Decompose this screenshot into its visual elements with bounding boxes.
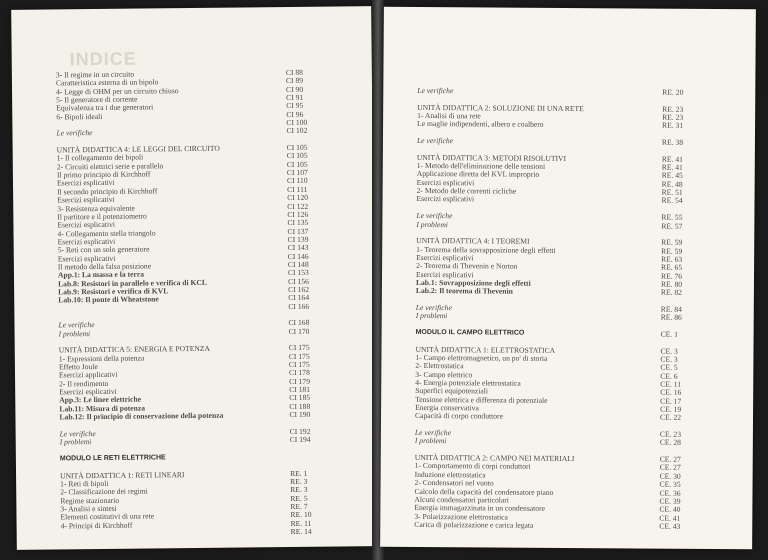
toc-entry-title: Le verifiche (56, 128, 93, 138)
toc-entry-page: CI 135 (287, 217, 309, 228)
toc-entry-title: Esercizi esplicativi (57, 236, 116, 247)
toc-entry-page: CE. 6 (660, 371, 678, 381)
toc-entry-page: CI 105 (286, 159, 308, 169)
toc-entry-title: UNITÀ DIDATTICA 1: ELETTROSTATICA (415, 344, 556, 355)
toc-entry-title: Le verifiche (417, 85, 454, 96)
toc-entry-page: CI 175 (288, 351, 310, 361)
toc-entry-page: CI 105 (286, 151, 308, 161)
toc-entry-page: RE. 31 (662, 121, 684, 131)
toc-left (56, 68, 367, 538)
toc-entry-page: CI 153 (287, 268, 309, 278)
toc-entry-title: 5- Il generatore di corrente (56, 94, 138, 105)
toc-entry-page: CE. 30 (659, 471, 681, 481)
toc-entry-page: CI 175 (288, 343, 310, 353)
toc-entry-title: I problemi (59, 437, 92, 447)
toc-entry-page: RE. 3 (290, 485, 308, 495)
toc-entry-page: RE. 48 (661, 179, 683, 189)
toc-entry-title: Esercizi esplicativi (416, 194, 475, 204)
toc-entry-title: Elementi costitutivi di una rete (60, 511, 155, 522)
toc-entry-title: Regime stazionario (60, 495, 120, 505)
toc-entry-title: 6- Bipoli ideali (56, 111, 103, 122)
toc-entry-page: CI 178 (288, 368, 310, 378)
toc-entry-title: Esercizi esplicativi (57, 253, 116, 263)
toc-entry-page: CI 102 (286, 126, 308, 136)
toc-entry-page: CI 194 (289, 434, 311, 445)
toc-line (61, 527, 367, 539)
toc-entry-page: CI 110 (286, 176, 308, 186)
toc-entry-title: Lab.9: Resistori e verifica di KVL (58, 286, 169, 297)
toc-entry-page: CI 137 (287, 226, 309, 236)
toc-entry-title: Le verifiche (415, 302, 452, 313)
toc-entry-page: RE. 1 (290, 468, 308, 478)
toc-entry-page: RE. 23 (662, 104, 684, 114)
toc-entry-title: Le verifiche (416, 136, 454, 146)
toc-entry-title: Lab.10: Il ponte di Wheatstone (58, 294, 159, 305)
toc-entry-page: RE. 45 (661, 171, 683, 181)
toc-entry-page: RE. 51 (661, 187, 683, 197)
toc-entry-page: RE. 11 (290, 518, 312, 528)
toc-entry-page: RE. 54 (661, 196, 683, 206)
toc-entry-title: Il metodo della falsa posizione (57, 261, 152, 272)
toc-entry-page: RE. 10 (290, 510, 312, 520)
toc-entry-title: Esercizi esplicativi (415, 269, 474, 279)
toc-entry-title: 3- Campo elettrico (415, 369, 473, 380)
toc-entry-page: RE. 55 (661, 212, 683, 222)
left-page (11, 6, 377, 550)
toc-entry-title: 2- Il rendimento (59, 378, 109, 389)
toc-entry-title: UNITÀ DIDATTICA 2: SOLUZIONE DI UNA RETE (417, 102, 584, 113)
toc-entry-title: 2- Elettrostatica (415, 361, 464, 371)
toc-entry-page: CE. 22 (659, 413, 682, 423)
toc-entry-title: Induzione elettrostatica (414, 469, 486, 480)
toc-entry-title: Le verifiche (414, 428, 452, 438)
ghost-heading: INDICE (69, 48, 137, 70)
toc-entry-title: MODULO IL CAMPO ELETTRICO (415, 328, 525, 337)
toc-entry-page: CI 162 (288, 284, 310, 294)
toc-entry-page: CE. 11 (660, 379, 682, 389)
toc-entry-page: CI 166 (288, 301, 310, 311)
right-page (380, 7, 756, 550)
toc-entry-title: UNITÀ DIDATTICA 4: LE LEGGI DEL CIRCUITO (56, 143, 220, 155)
toc-entry-title: 4- Energia potenziale elettrostatica (415, 377, 521, 388)
toc-entry-page: CE. 3 (660, 346, 678, 356)
toc-entry-title: UNITÀ DIDATTICA 1: RETI LINEARI (60, 469, 185, 480)
toc-entry-page: CE. 19 (660, 404, 682, 414)
toc-entry-title: 2- Metodo delle correnti cicliche (416, 186, 517, 196)
toc-entry-page: CE. 40 (659, 504, 681, 514)
toc-entry-title: Lab.8: Resistori in parallelo e verifica di KCL (58, 277, 208, 289)
toc-entry-page: CI 88 (285, 67, 303, 78)
toc-entry-page: CE. 16 (660, 388, 682, 398)
toc-entry-title: I problemi (414, 436, 447, 446)
toc-entry-title: Esercizi esplicativi (57, 220, 116, 230)
toc-entry-page: RE. 63 (661, 254, 683, 264)
toc-entry-title: 1- Espressioni della potenza (58, 353, 145, 364)
toc-entry-title: 2- Circuiti elettrici serie e parallelo (56, 161, 164, 172)
toc-entry-title: Il primo principio di Kirchhoff (56, 169, 151, 180)
toc-entry-page: CI 122 (287, 201, 309, 211)
toc-entry-title: 1- Reti di bipoli (60, 478, 109, 489)
toc-entry-title: 1- Analisi di una rete (417, 110, 481, 121)
toc-entry-page: CE. 28 (659, 438, 681, 448)
toc-entry-page: CI 190 (289, 409, 311, 420)
toc-entry-title: Caratteristica esterna di un bipolo (55, 77, 159, 88)
toc-entry-title: Superfici equipotenziali (415, 386, 488, 396)
toc-entry-page: CI 90 (285, 84, 304, 94)
toc-entry-page: RE. 59 (661, 246, 683, 256)
toc-entry-page: RE. 20 (662, 87, 684, 97)
toc-entry-title: Tensione elettrica e differenza di potenziale (415, 394, 548, 405)
toc-entry-title: Le verifiche (416, 211, 453, 221)
toc-entry-title: Capacità di corpo conduttore (415, 411, 504, 421)
toc-entry-page: CE. 17 (660, 396, 682, 406)
toc-entry-page: CI 111 (287, 184, 308, 194)
toc-entry-title: Effetto Joule (58, 362, 98, 372)
toc-entry-title: Energia conservativa (415, 402, 479, 413)
toc-entry-page: CI 91 (286, 92, 304, 103)
toc-entry-title: 4- Collegamento stella triangolo (57, 227, 156, 238)
toc-entry-page: CE. 39 (659, 496, 681, 506)
toc-entry-page: CI 188 (289, 401, 311, 411)
toc-entry-page: CI 105 (286, 142, 308, 153)
toc-entry-page: CE. 1 (660, 329, 678, 339)
toc-entry-page: CI 164 (288, 293, 310, 303)
toc-entry-page: CI 179 (289, 376, 311, 386)
toc-entry-page: CI 156 (287, 276, 309, 286)
toc-entry-title: 4- Principi di Kirchhoff (60, 520, 133, 530)
toc-entry-page: CE. 27 (659, 454, 681, 464)
toc-entry-page: CI 89 (285, 76, 304, 86)
toc-entry-page: CI 185 (289, 393, 311, 403)
toc-entry-title: 2- Condensatori nel vuoto (414, 478, 494, 488)
toc-entry-page: CE. 41 (659, 513, 681, 523)
toc-line (414, 521, 734, 532)
toc-entry-title: 5- Reti con un solo generatore (57, 244, 150, 255)
toc-entry-page: RE. 84 (660, 304, 682, 314)
toc-entry-title: Le verifiche (58, 320, 95, 330)
toc-entry-page: CI 95 (286, 101, 304, 111)
toc-entry-page: RE. 65 (661, 262, 683, 273)
toc-entry-title: Il partitore e il potenziometro (57, 211, 147, 222)
toc-entry-page: CI 139 (287, 234, 309, 244)
toc-entry-page: RE. 23 (662, 112, 684, 122)
toc-entry-page: CI 192 (289, 426, 311, 436)
toc-entry-title: 1- Teorema della sovrapposizione degli effetti (416, 244, 556, 255)
toc-entry-page: RE. 7 (290, 501, 308, 511)
toc-entry-title: Le maglie indipendenti, albero e coalbero (417, 119, 544, 130)
toc-entry-page: CI 100 (286, 117, 308, 128)
toc-entry-page: CI 168 (288, 318, 310, 328)
toc-entry-page: CI 126 (287, 209, 309, 219)
toc-entry-title: 2- Teorema di Thevenin e Norton (416, 261, 518, 271)
toc-entry-page: CE. 3 (660, 354, 678, 364)
toc-entry-title: Lab.2: Il teorema di Thevenin (415, 286, 513, 296)
toc-entry-page: RE. 38 (661, 137, 684, 147)
toc-entry-title: Applicazione diretta del KVL improprio (416, 169, 540, 180)
toc-entry-title: Equivalenza tra i due generatori (56, 102, 154, 113)
toc-entry-title: Esercizi esplicativi (59, 386, 117, 397)
toc-entry-page: RE. 80 (660, 279, 683, 289)
toc-entry-page: CE. 36 (659, 488, 681, 498)
toc-entry-title: UNITÀ DIDATTICA 5: ENERGIA E POTENZA (58, 344, 211, 355)
toc-entry-page: CI 120 (287, 192, 309, 203)
toc-entry-page: CI 175 (288, 359, 310, 370)
toc-entry-page: CE. 23 (659, 429, 682, 439)
toc-entry-title: I problemi (58, 328, 91, 339)
toc-entry-title: UNITÀ DIDATTICA 3: METODI RISOLUTIVI (416, 152, 567, 163)
toc-entry-page: RE. 3 (290, 476, 308, 486)
toc-entry-page: CI 148 (287, 259, 309, 269)
toc-entry-page: RE. 5 (290, 493, 308, 503)
toc-entry-title: Lab.12: Il principio di conservazione della potenza (59, 410, 224, 422)
toc-entry-title: Esercizi esplicativi (57, 194, 115, 205)
toc-entry-title: I problemi (415, 311, 448, 321)
toc-entry-page: RE. 41 (661, 162, 683, 172)
toc-entry-page: RE. 86 (660, 312, 682, 323)
toc-entry-title: Esercizi esplicativi (416, 252, 474, 263)
toc-right (414, 87, 737, 531)
toc-entry-page: RE. 76 (660, 271, 683, 281)
toc-entry-title: App.1: La massa e la terra (57, 269, 145, 280)
toc-entry-title: Esercizi esplicativi (416, 177, 475, 188)
toc-entry-title: Esercizi esplicativi (56, 178, 115, 188)
toc-entry-title: Lab.11: Misura di potenza (59, 403, 146, 414)
toc-entry-page: CI 143 (287, 243, 309, 253)
toc-entry-title: 1- Il collegamento dei bipoli (56, 152, 144, 163)
toc-entry-title: Lab.1: Sovrapposizione degli effetti (415, 277, 531, 288)
toc-entry-title: 4- Legge di OHM per un circuito chiuso (55, 85, 179, 97)
toc-entry-page: CE. 5 (660, 362, 678, 373)
toc-entry-page: CI 107 (286, 167, 308, 178)
toc-entry-title: 3- Il regime in un circuito (55, 69, 135, 80)
toc-entry-title: 1- Metodo dell'eliminazione delle tensioni (416, 161, 546, 171)
toc-entry-title: 1- Comportamento di corpi conduttori (414, 461, 531, 472)
toc-entry-page: RE. 59 (661, 237, 683, 247)
toc-entry-page: CE. 27 (659, 463, 681, 473)
toc-entry-title: Alcuni condensatori particolari (414, 494, 509, 505)
toc-entry-page: RE. 57 (661, 221, 683, 231)
toc-entry-page: CI 96 (286, 109, 304, 119)
toc-entry-title: 2- Classificazione dei regimi (60, 486, 148, 497)
toc-entry-title: 3- Analisi e sintesi (60, 503, 117, 514)
toc-entry-page: CI 181 (289, 384, 311, 395)
toc-entry-title: I problemi (416, 219, 448, 229)
toc-entry-title: Esercizi applicativi (58, 370, 118, 380)
toc-entry-page: RE. 82 (660, 287, 683, 298)
toc-entry-page: CE. 43 (659, 521, 681, 531)
toc-entry-page: RE. 14 (290, 526, 312, 536)
toc-entry-page: CI 146 (287, 251, 309, 261)
toc-entry-title: Le verifiche (59, 428, 96, 439)
toc-entry-page: CE. 35 (659, 479, 681, 489)
toc-entry-title: 3- Resistenza equivalente (57, 203, 135, 213)
toc-entry-title: Carica di polarizzazione e carica legata (414, 519, 534, 530)
toc-entry-page: CI 170 (288, 326, 310, 336)
toc-entry-page: RE. 41 (661, 154, 683, 164)
toc-entry-title: Calcolo della capacità del condensatore piano (414, 486, 554, 497)
toc-entry-title: MODULO LE RETI ELETTRICHE (59, 454, 166, 463)
toc-entry-title: Energia immagazzinata in un condensatore (414, 503, 546, 514)
toc-entry-title: 1- Campo elettromagnetico, un po' di storia (415, 352, 548, 363)
toc-entry-title: UNITÀ DIDATTICA 2: CAMPO NEI MATERIALI (414, 453, 575, 464)
toc-entry-title: App.3: Le linee elettriche (59, 394, 142, 405)
toc-entry-title: 3- Polarizzazione elettrostatica (414, 511, 508, 522)
toc-entry-title: Il secondo principio di Kirchhoff (57, 186, 158, 197)
toc-entry-title: UNITÀ DIDATTICA 4: I TEOREMI (416, 236, 530, 246)
